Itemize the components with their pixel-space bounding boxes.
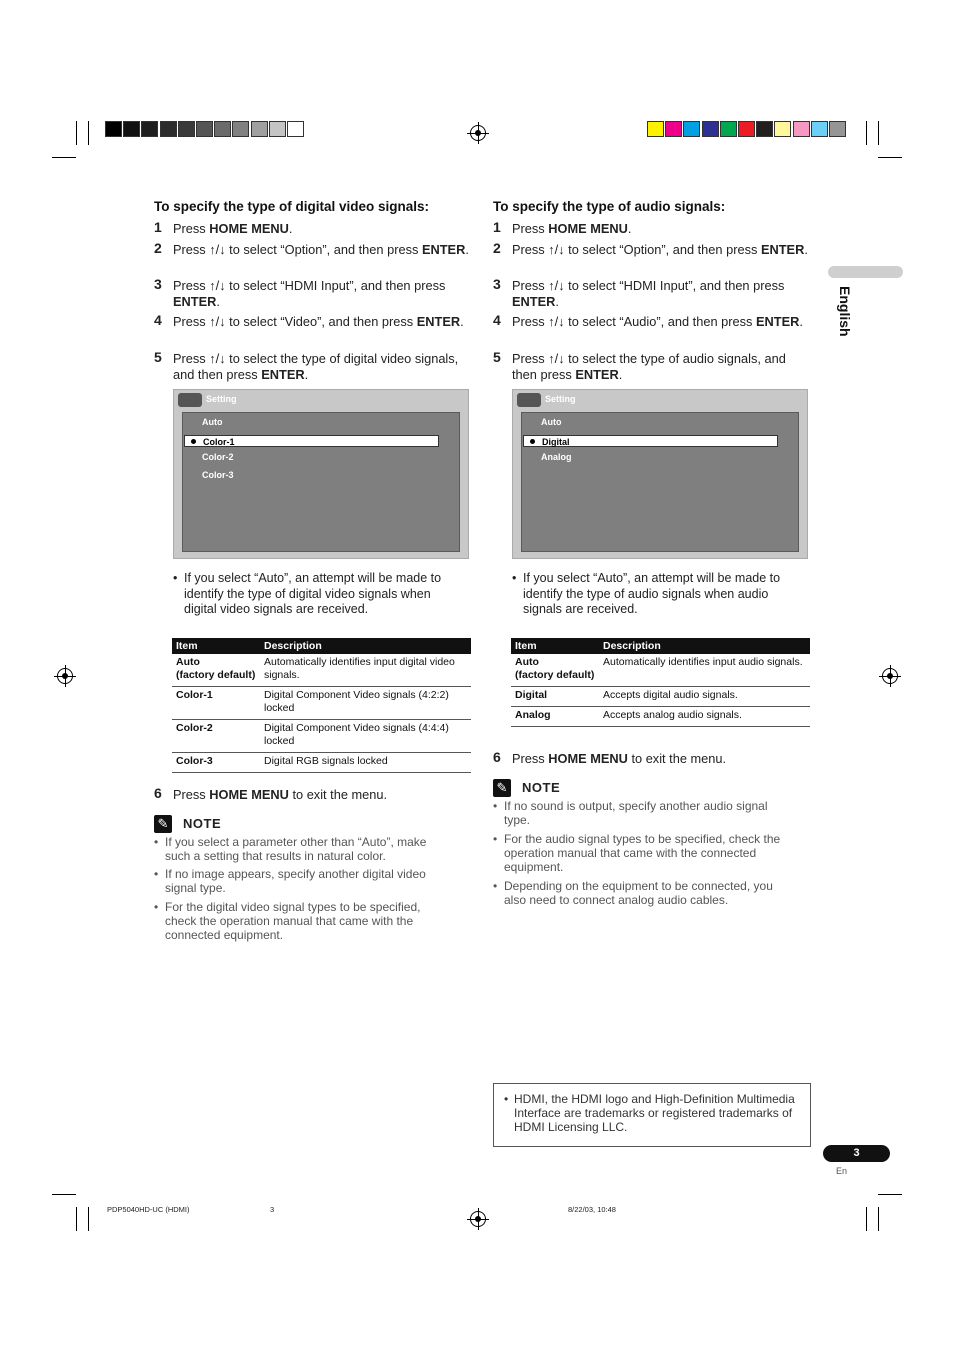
osd-option[interactable]: Color-3 — [202, 469, 234, 480]
osd-option[interactable]: Auto — [541, 417, 562, 427]
step-key: ENTER — [173, 294, 217, 309]
step-2: 2 Press ↑/↓ to select “Option”, and then press ENTER. — [154, 240, 469, 257]
table-cell-item: Digital — [511, 687, 599, 707]
color-swatch — [269, 121, 286, 137]
osd-option[interactable]: Analog — [541, 452, 572, 462]
bullet-text: If you select “Auto”, an attempt will be made to identify the type of audio signals when audio signals are received. — [523, 571, 781, 616]
step-5: 5 Press ↑/↓ to select the type of digital video signals, and then press ENTER. — [154, 349, 459, 382]
tv-icon — [178, 393, 202, 407]
osd-title: Setting — [206, 394, 237, 404]
color-swatch — [196, 121, 213, 137]
color-swatch — [105, 121, 122, 137]
step-number: 5 — [154, 349, 162, 365]
video-signal-table — [172, 638, 471, 773]
osd-title: Setting — [545, 394, 576, 404]
crop-mark — [866, 1207, 867, 1231]
crop-mark — [52, 1194, 76, 1195]
osd-option[interactable]: Auto — [202, 417, 223, 427]
step-key: ENTER — [261, 367, 305, 382]
table-row — [172, 753, 471, 773]
osd-panel — [182, 412, 460, 552]
step-4: 4 Press ↑/↓ to select “Audio”, and then press ENTER. — [493, 312, 803, 329]
color-swatch — [756, 121, 773, 137]
language-label: English — [837, 286, 853, 337]
table-cell-desc: Automatically identifies input audio signals. — [599, 654, 810, 687]
color-swatch — [774, 121, 791, 137]
color-swatch — [647, 121, 664, 137]
step-key: HOME MENU — [209, 221, 289, 236]
tv-icon — [517, 393, 541, 407]
table-row — [511, 707, 810, 727]
note-item: • If you select a parameter other than “Auto”, make such a setting that results in natural color. — [154, 835, 427, 863]
table-cell-item: Analog — [511, 707, 599, 727]
step-key: ENTER — [760, 242, 805, 257]
crop-mark — [88, 121, 89, 145]
color-swatch — [232, 121, 249, 137]
table-row — [172, 720, 471, 753]
color-swatch — [665, 121, 682, 137]
selected-dot-icon — [191, 439, 196, 444]
note-item: • For the digital video signal types to be specified, check the operation manual that came with the connected equipment. — [154, 900, 421, 942]
page-number: 3 — [823, 1145, 890, 1162]
step-2: 2 Press ↑/↓ to select “Option”, and then press ENTER. — [493, 240, 808, 257]
table-cell-item: Auto (factory default) — [172, 654, 260, 687]
step-6-audio: 6 Press HOME MENU to exit the menu. — [493, 749, 727, 766]
color-swatch — [720, 121, 737, 137]
table-header: Description — [599, 638, 810, 654]
osd-panel — [521, 412, 799, 552]
selected-dot-icon — [530, 439, 535, 444]
color-swatch — [811, 121, 828, 137]
step-number: 1 — [493, 219, 501, 235]
color-swatch — [160, 121, 177, 137]
color-swatch — [829, 121, 846, 137]
table-cell-item: Color-3 — [172, 753, 260, 773]
table-header: Item — [172, 638, 260, 654]
step-number: 6 — [154, 785, 162, 801]
table-cell-item: Color-1 — [172, 687, 260, 720]
color-swatch — [287, 121, 304, 137]
step-key: ENTER — [416, 314, 461, 329]
pencil-icon: ✎ — [154, 815, 172, 833]
note-title: NOTE — [522, 780, 561, 795]
trademark-box — [493, 1083, 811, 1147]
page-language: En — [836, 1166, 848, 1176]
section-heading-video: To specify the type of digital video signals: — [154, 199, 430, 214]
step-4: 4 Press ↑/↓ to select “Video”, and then press ENTER. — [154, 312, 464, 329]
table-cell-desc: Automatically identifies input digital video signals. — [260, 654, 471, 687]
registration-mark-icon — [470, 1211, 486, 1227]
trademark-note: • HDMI, the HDMI logo and High-Definition Multimedia Interface are trademarks or registered trademarks of HDMI Licensing LLC. — [504, 1092, 800, 1134]
step-number: 2 — [493, 240, 501, 256]
step-3: 3 Press ↑/↓ to select “HDMI Input”, and then press ENTER. — [154, 276, 446, 309]
osd-screen-video — [173, 389, 469, 559]
step-number: 4 — [154, 312, 162, 328]
auto-bullet-video: • If you select “Auto”, an attempt will be made to identify the type of digital video signals when digital video signals are received. — [173, 571, 465, 618]
note-item: • If no image appears, specify another digital video signal type. — [154, 867, 426, 895]
table-row — [172, 687, 471, 720]
color-swatch — [251, 121, 268, 137]
registration-mark-icon — [57, 668, 73, 684]
osd-option[interactable]: Digital — [523, 435, 778, 447]
crop-mark — [866, 121, 867, 145]
footer-right: 8/22/03, 10:48 — [568, 1205, 616, 1214]
table-cell-item: Color-2 — [172, 720, 260, 753]
step-number: 3 — [154, 276, 162, 292]
note-item: • If no sound is output, specify another audio signal type. — [493, 799, 768, 827]
note-item: • Depending on the equipment to be connected, you also need to connect analog audio cables. — [493, 879, 773, 907]
table-header: Item — [511, 638, 599, 654]
table-cell-desc: Accepts analog audio signals. — [599, 707, 810, 727]
color-swatch — [738, 121, 755, 137]
step-key: ENTER — [512, 294, 556, 309]
step-5: 5 Press ↑/↓ to select the type of audio signals, and then press ENTER. — [493, 349, 786, 382]
step-key: HOME MENU — [209, 787, 289, 802]
color-swatch — [702, 121, 719, 137]
language-tab — [828, 266, 903, 278]
crop-mark — [52, 157, 76, 158]
registration-mark-icon — [882, 668, 898, 684]
audio-signal-table — [511, 638, 810, 727]
crop-mark — [878, 157, 902, 158]
osd-option[interactable]: Color-1 — [184, 435, 439, 447]
color-swatch — [793, 121, 810, 137]
table-cell-desc: Digital RGB signals locked — [260, 753, 471, 773]
footer-left: PDP5040HD-UC (HDMI) — [107, 1205, 190, 1214]
step-3: 3 Press ↑/↓ to select “HDMI Input”, and then press ENTER. — [493, 276, 785, 309]
step-number: 1 — [154, 219, 162, 235]
step-key: ENTER — [755, 314, 800, 329]
trademark-text: HDMI, the HDMI logo and High-Definition Multimedia Interface are trademarks or registered trademarks of HDMI Licensing LLC. — [514, 1092, 795, 1134]
table-cell-desc: Digital Component Video signals (4:4:4) locked — [260, 720, 471, 753]
step-number: 3 — [493, 276, 501, 292]
table-cell-item: Auto (factory default) — [511, 654, 599, 687]
note-item: • For the audio signal types to be specified, check the operation manual that came with the connected equipment. — [493, 832, 781, 874]
step-key: ENTER — [421, 242, 466, 257]
step-6-video: 6 Press HOME MENU to exit the menu. — [154, 785, 388, 802]
table-row — [511, 654, 810, 687]
table-row — [511, 687, 810, 707]
step-1: 1 Press HOME MENU. — [493, 219, 632, 236]
step-key: HOME MENU — [548, 221, 628, 236]
color-swatch — [178, 121, 195, 137]
table-row — [172, 654, 471, 687]
table-cell-desc: Digital Component Video signals (4:2:2) locked — [260, 687, 471, 720]
table-header: Description — [260, 638, 471, 654]
step-number: 5 — [493, 349, 501, 365]
crop-mark — [76, 121, 77, 145]
step-number: 4 — [493, 312, 501, 328]
step-key: HOME MENU — [548, 751, 628, 766]
crop-mark — [878, 1207, 879, 1231]
color-swatch — [683, 121, 700, 137]
step-key: ENTER — [575, 367, 619, 382]
color-swatch — [123, 121, 140, 137]
bullet-text: If you select “Auto”, an attempt will be made to identify the type of digital video signals when digital video signals are received. — [184, 571, 442, 616]
registration-mark-icon — [470, 125, 486, 141]
pencil-icon: ✎ — [493, 779, 511, 797]
color-swatch — [141, 121, 158, 137]
step-number: 2 — [154, 240, 162, 256]
step-1: 1 Press HOME MENU. — [154, 219, 293, 236]
color-swatch — [214, 121, 231, 137]
step-number: 6 — [493, 749, 501, 765]
note-title: NOTE — [183, 816, 222, 831]
section-heading-audio: To specify the type of audio signals: — [493, 199, 726, 214]
crop-mark — [878, 1194, 902, 1195]
crop-mark — [878, 121, 879, 145]
crop-mark — [76, 1207, 77, 1231]
table-cell-desc: Accepts digital audio signals. — [599, 687, 810, 707]
osd-option[interactable]: Color-2 — [202, 452, 234, 462]
crop-mark — [88, 1207, 89, 1231]
auto-bullet-audio: • If you select “Auto”, an attempt will be made to identify the type of audio signals when audio signals are received. — [512, 571, 804, 618]
footer-center: 3 — [270, 1205, 275, 1214]
osd-screen-audio — [512, 389, 808, 559]
